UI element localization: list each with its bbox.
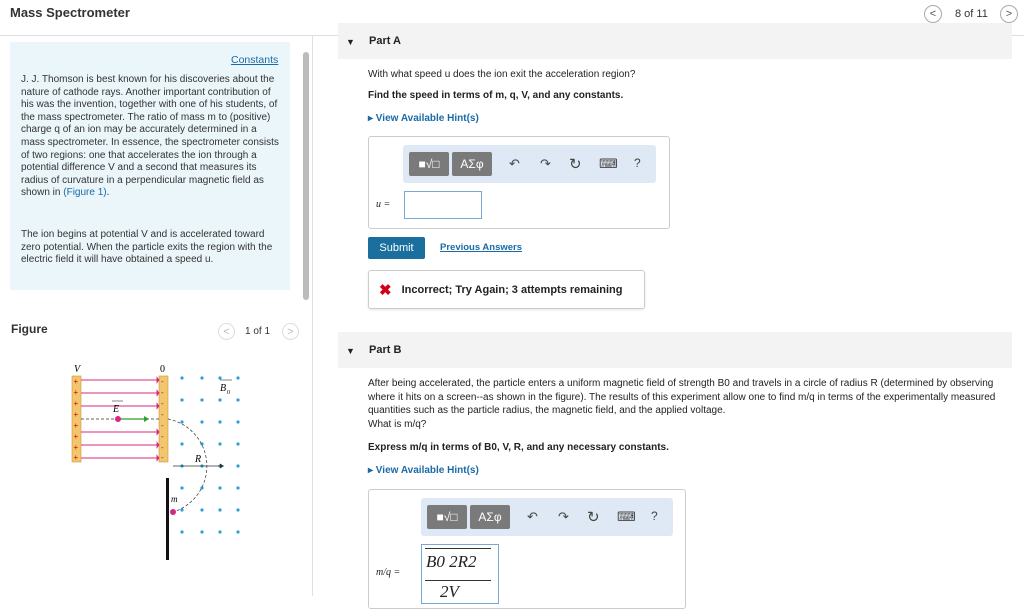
chevron-left-icon: < (223, 325, 230, 338)
svg-text:-: - (161, 377, 164, 386)
particle-hit (170, 509, 176, 515)
reset-icon[interactable]: ↻ (569, 156, 582, 173)
templates-button[interactable]: ■√□ (427, 505, 467, 529)
item-pager: 8 of 11 (955, 8, 988, 20)
prev-item-button[interactable] (924, 5, 942, 23)
label-m: m (171, 494, 178, 504)
undo-icon[interactable]: ↶ (509, 156, 520, 171)
svg-text:+: + (73, 388, 79, 397)
templates-button[interactable]: ■√□ (409, 152, 449, 176)
part-a-instruction: Find the speed in terms of m, q, V, and any constants. (368, 90, 624, 101)
figure-next-button[interactable] (282, 323, 299, 340)
chevron-right-icon: > (1005, 8, 1013, 20)
submit-button[interactable]: Submit (368, 237, 425, 259)
part-b-hint-link[interactable]: ▸ View Available Hint(s) (368, 465, 479, 476)
undo-icon[interactable]: ↶ (527, 509, 538, 524)
svg-text:+: + (73, 410, 79, 419)
svg-text:-: - (161, 399, 164, 408)
svg-text:-: - (161, 453, 164, 462)
svg-text:-: - (161, 421, 164, 430)
velocity-arrow-head (144, 416, 149, 422)
scrollbar-thumb[interactable] (303, 52, 309, 300)
part-b-input-label: m/q = (376, 567, 401, 578)
next-item-button[interactable] (1000, 5, 1018, 23)
caret-down-icon: ▼ (346, 37, 355, 47)
redo-icon[interactable]: ↷ (558, 509, 569, 524)
label-E: E (113, 404, 120, 415)
svg-text:+: + (73, 432, 79, 441)
part-b-header[interactable] (338, 332, 1012, 368)
figure-prev-button[interactable] (218, 323, 235, 340)
panel-divider (312, 36, 313, 596)
label-B: B (220, 383, 227, 394)
intro-text-1-end: . (106, 187, 110, 199)
feedback-message (368, 270, 645, 309)
mass-spectrometer-figure (60, 360, 250, 565)
answer-numerator: B0 2R2 (426, 552, 477, 571)
part-a-input-label: u = (376, 199, 391, 210)
redo-icon[interactable]: ↷ (540, 156, 551, 171)
chevron-left-icon: < (929, 8, 937, 20)
x-icon: ✖ (379, 281, 392, 299)
svg-text:-: - (161, 432, 164, 441)
radius-arrow-head (220, 464, 224, 469)
svg-text:+: + (73, 453, 79, 462)
part-b-question: What is m/q? (368, 419, 427, 430)
intro-paragraph-2: The ion begins at potential V and is accelerated toward zero potential. When the particle exits the region with the electric field it will have obtained a speed u. (21, 229, 273, 266)
part-a-hint-link[interactable]: ▸ View Available Hint(s) (368, 113, 479, 124)
label-V: V (74, 364, 81, 375)
part-a-header[interactable] (338, 23, 1012, 59)
keyboard-icon[interactable]: ⌨ (617, 509, 636, 524)
caret-down-icon: ▼ (346, 346, 355, 356)
figure-label: Figure (11, 322, 48, 336)
svg-text:-: - (161, 410, 164, 419)
part-a-question: With what speed u does the ion exit the acceleration region? (368, 69, 636, 80)
part-a-title[interactable]: Part A (369, 35, 401, 47)
page-title: Mass Spectrometer (10, 5, 130, 20)
help-icon[interactable]: ? (634, 156, 641, 170)
part-a-answer-input[interactable] (404, 191, 482, 219)
answer-denominator: 2V (440, 582, 459, 601)
svg-text:+: + (73, 443, 79, 452)
particle-start (115, 416, 121, 422)
label-R: R (195, 454, 202, 465)
svg-text:+: + (73, 377, 79, 386)
intro-text-1: J. J. Thomson is best known for his discoveries about the nature of cathode rays. Another important contribution of his was the invention, together with one of his students, of the mass spectrometer. The ratio of mass m to (positive) charge q of an ion may be accurately determined in a mass spectrometer. In essence, the spectrometer consists of two regions: one that accelerates the ion through a potential difference V and a second that measures its radius of curvature in a perpendicular magnetic field as shown in (21, 74, 279, 199)
part-b-instruction: Express m/q in terms of B0, V, R, and any necessary constants. (368, 442, 669, 453)
label-zero: 0 (160, 364, 165, 375)
svg-text:+: + (73, 421, 79, 430)
figure-link[interactable]: (Figure 1) (63, 187, 107, 199)
chevron-right-icon: > (287, 325, 294, 338)
symbols-button[interactable]: ΑΣφ (470, 505, 510, 529)
reset-icon[interactable]: ↻ (587, 509, 600, 526)
figure-pager: 1 of 1 (245, 326, 271, 337)
keyboard-icon[interactable]: ⌨ (599, 156, 618, 171)
label-B-sub: 0 (227, 390, 230, 396)
fraction-top-bar (425, 548, 491, 549)
part-b-text: After being accelerated, the particle enters a uniform magnetic field of strength B0 and travels in a circle of radius R (determined by observing where it hits on a screen--as shown in the figure). The results of this experiment allow one to find m/q in terms of the experimentally measured quantities such as the particle radius, the magnetic field, and the applied voltage. (368, 378, 996, 416)
svg-text:-: - (161, 443, 164, 452)
svg-text:-: - (161, 388, 164, 397)
fraction-bar (425, 580, 491, 581)
previous-answers-link[interactable]: Previous Answers (440, 242, 523, 253)
magnetic-field-dots (180, 376, 239, 533)
part-b-title[interactable]: Part B (369, 344, 402, 356)
svg-text:+: + (73, 399, 79, 408)
detector-screen (166, 478, 169, 560)
symbols-button[interactable]: ΑΣφ (452, 152, 492, 176)
feedback-text: Incorrect; Try Again; 3 attempts remaining (401, 283, 623, 296)
intro-paragraph-1 (21, 74, 283, 200)
help-icon[interactable]: ? (651, 509, 658, 523)
constants-link[interactable]: Constants (231, 54, 279, 66)
